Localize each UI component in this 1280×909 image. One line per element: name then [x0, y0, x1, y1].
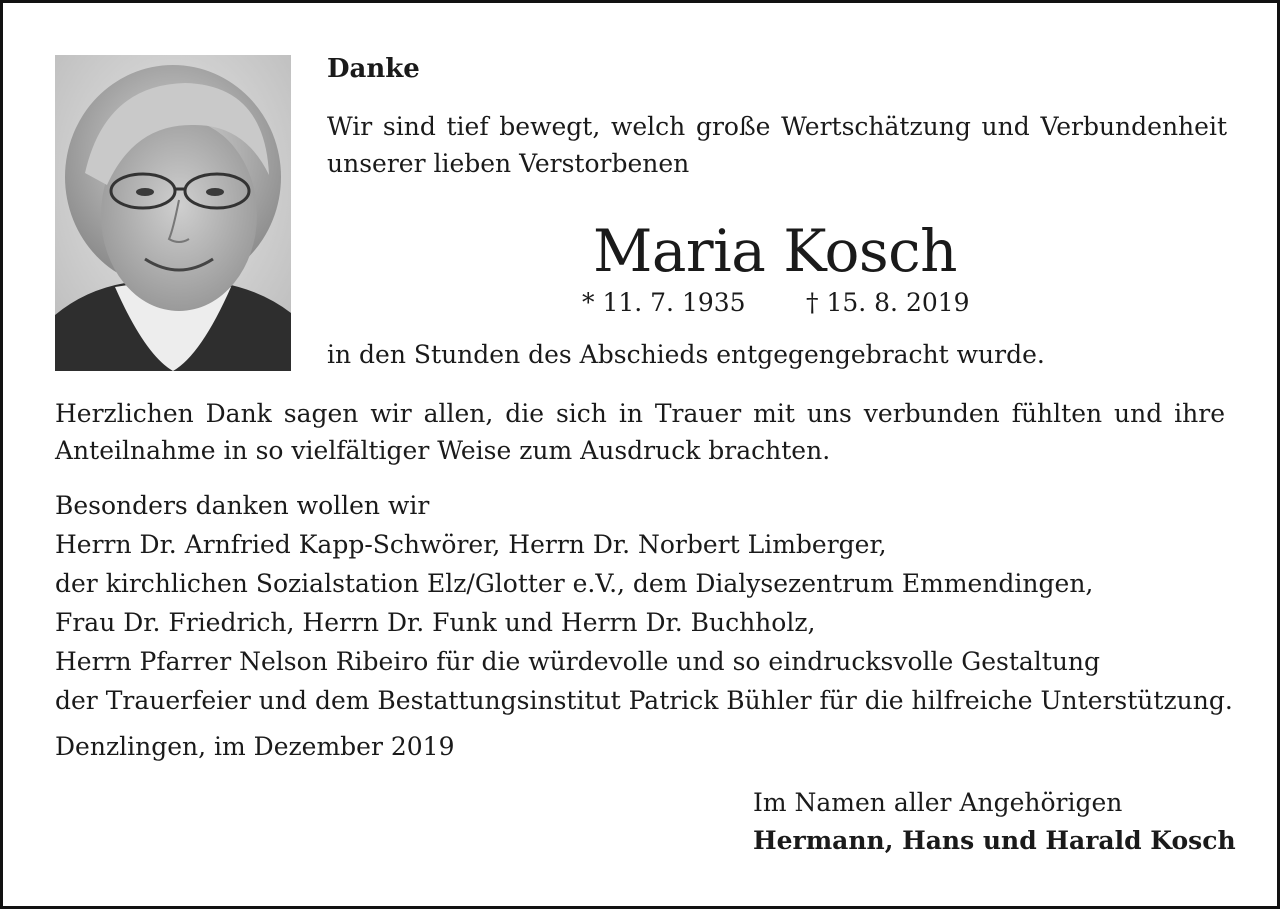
deceased-name: Maria Kosch — [592, 217, 958, 285]
intro-text — [327, 108, 1227, 182]
death-date: † 15. 8. 2019 — [806, 288, 970, 317]
special-thanks — [55, 486, 1233, 720]
special-thanks-line: Herrn Dr. Arnfried Kapp-Schwörer, Herrn Dr. Norbert Limberger, — [55, 530, 887, 559]
thanks-line-2: Anteilnahme in so vielfältiger Weise zum Ausdruck brachten. — [55, 436, 831, 465]
special-thanks-line: Herrn Pfarrer Nelson Ribeiro für die würdevolle und so eindrucksvolle Gestaltung — [55, 647, 1101, 676]
intro-line-1: Wir sind tief bewegt, welch große Wertschätzung und Verbundenheit — [327, 112, 1227, 141]
special-thanks-line: Besonders danken wollen wir — [55, 491, 430, 520]
notice-heading: Danke — [327, 54, 420, 84]
portrait-photo — [55, 55, 291, 371]
after-name-text: in den Stunden des Abschieds entgegengebracht wurde. — [327, 340, 1045, 369]
signature-intro: Im Namen aller Angehörigen — [753, 788, 1123, 817]
special-thanks-line: der kirchlichen Sozialstation Elz/Glotter e.V., dem Dialysezentrum Emmendingen, — [55, 569, 1094, 598]
special-thanks-line: der Trauerfeier und dem Bestattungsinstitut Patrick Bühler für die hilfreiche Unterstützung. — [55, 686, 1233, 715]
signature-names: Hermann, Hans und Harald Kosch — [753, 826, 1236, 855]
birth-date: * 11. 7. 1935 — [582, 288, 746, 317]
thanks-line-1: Herzlichen Dank sagen wir allen, die sich in Trauer mit uns verbunden fühlten und ihre — [55, 399, 1225, 428]
intro-line-2: unserer lieben Verstorbenen — [327, 149, 690, 178]
place-and-date: Denzlingen, im Dezember 2019 — [55, 732, 455, 761]
thanks-paragraph — [55, 395, 1225, 469]
special-thanks-line: Frau Dr. Friedrich, Herrn Dr. Funk und Herrn Dr. Buchholz, — [55, 608, 816, 637]
